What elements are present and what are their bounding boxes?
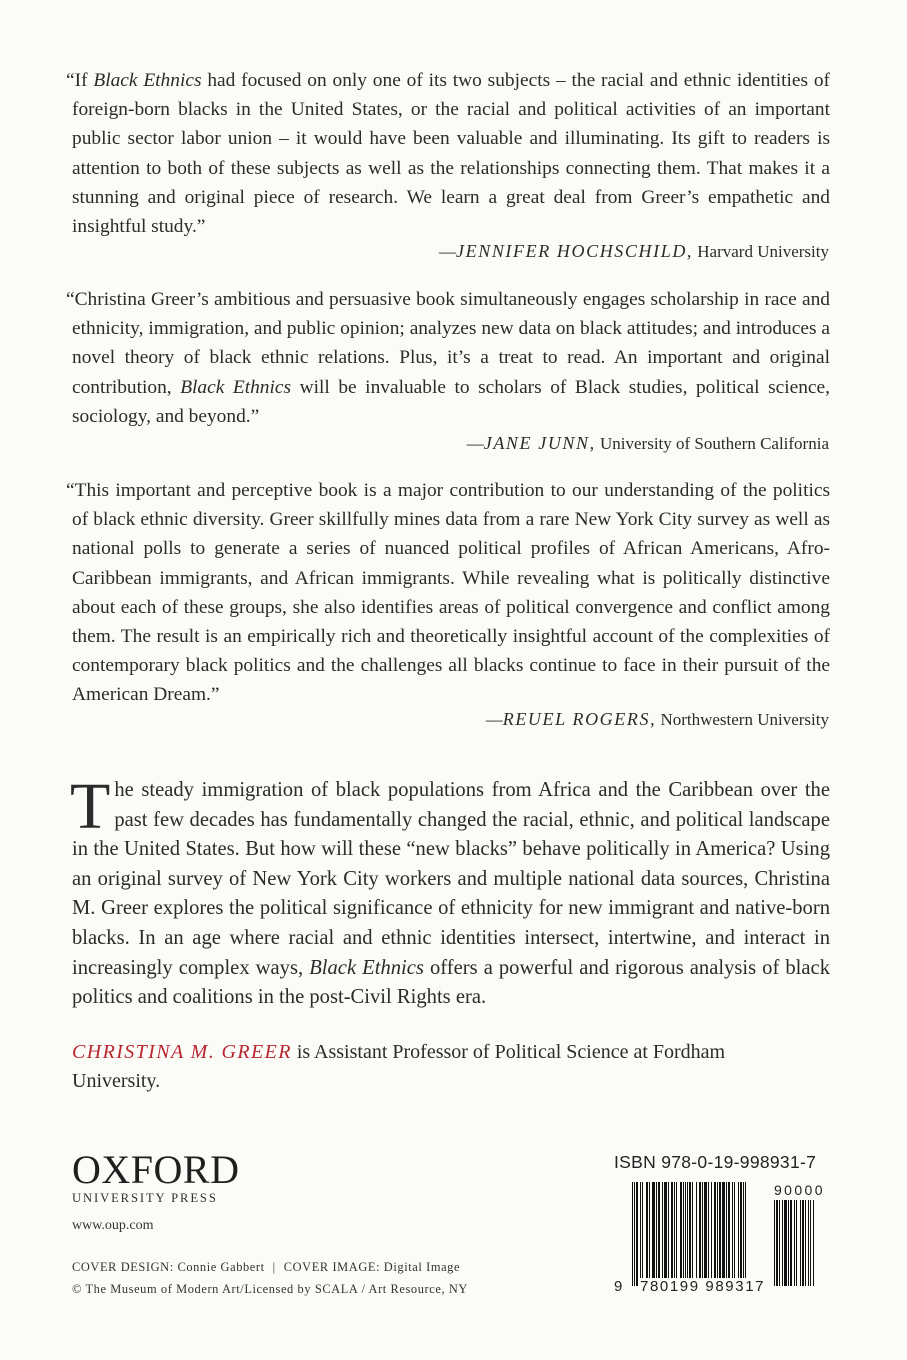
credits-line-2: © The Museum of Modern Art/Licensed by SCALA / Art Resource, NY <box>72 1282 468 1296</box>
barcode-bar <box>813 1200 814 1286</box>
reviewer-affiliation: University of Southern California <box>595 434 829 453</box>
barcode-bar <box>692 1182 693 1286</box>
barcode-bar <box>652 1182 655 1286</box>
barcode-bar <box>649 1182 650 1286</box>
barcode-bar <box>782 1200 783 1286</box>
book-description <box>70 770 830 1013</box>
cover-credits <box>72 1256 468 1300</box>
barcode-bar <box>808 1200 809 1286</box>
dash: — <box>439 242 457 261</box>
publisher-subtitle: UNIVERSITY PRESS <box>72 1191 218 1205</box>
cover-design-value: Connie Gabbert <box>173 1260 265 1274</box>
barcode-bar <box>810 1200 811 1286</box>
barcode-bar <box>805 1200 806 1286</box>
barcode-bar <box>658 1182 660 1286</box>
barcode-bar <box>719 1182 721 1286</box>
barcode-bar <box>704 1182 707 1286</box>
description-text-post: offers a powerful and rigorous analysis of black politics and coalitions in the post-Civil Rights era. <box>72 956 830 1009</box>
blurb-1-text-pre: “If <box>66 70 94 91</box>
blurb-2-text-post: will be invaluable to scholars of Black studies, political science, sociology, and beyond.” <box>72 376 830 427</box>
barcode-bar <box>674 1182 675 1286</box>
reviewer-name: JENNIFER HOCHSCHILD, <box>456 241 694 261</box>
barcode-bar <box>646 1182 648 1286</box>
barcode-bar <box>642 1182 643 1286</box>
barcode-bar <box>708 1182 709 1286</box>
barcode-digits: 780199 989317 <box>640 1278 766 1295</box>
barcode-bar <box>676 1182 677 1286</box>
barcode-first-digit: 9 <box>614 1278 623 1295</box>
blurb-2-text-pre: “Christina Greer’s ambitious and persuasive book simultaneously engages scholarship in race and ethnicity, immigration, and public opinion; analyzes new data on black attitudes; and introduces a novel theory of black ethnic relations. Plus, it’s a treat to read. An important and original contribution, <box>66 289 830 398</box>
barcode-bar <box>794 1200 795 1286</box>
barcode-bar <box>680 1182 682 1286</box>
barcode-bar <box>640 1182 641 1286</box>
reviewer-affiliation: Harvard University <box>693 242 829 261</box>
barcode-bar <box>699 1182 701 1286</box>
cover-image-label: COVER IMAGE: <box>283 1260 381 1274</box>
publisher-name: OXFORD <box>72 1147 240 1192</box>
isbn-barcode <box>608 1182 834 1302</box>
barcode-bar <box>774 1200 775 1286</box>
author-bio-text: is Assistant Professor of Political Science at Fordham University. <box>72 1041 726 1092</box>
blurb-2-book-title: Black Ethnics <box>180 376 292 398</box>
cover-image-value: Digital Image <box>380 1260 461 1274</box>
blurb-quote-1 <box>66 66 830 241</box>
barcode-bar <box>734 1182 735 1286</box>
barcode-bar <box>634 1182 635 1286</box>
barcode-addon-digits: 90000 <box>774 1182 825 1198</box>
reviewer-name: JANE JUNN, <box>483 433 596 453</box>
barcode-bar <box>784 1200 787 1286</box>
barcode-bar <box>687 1182 688 1286</box>
barcode-bar <box>664 1182 667 1286</box>
blurb-1-text-post: had focused on only one of its two subjects – the racial and ethnic identities of foreign-born blacks in the United States, or the racial and political activities of an important public sector labor union – it would have been valuable and illuminating. Its gift to readers is attention to both of these subjects as well as the relationships connecting them. That makes it a stunning and original piece of research. We learn a great deal from Greer’s empathetic and insightful study.” <box>72 70 830 238</box>
barcode-bar <box>636 1182 638 1286</box>
barcode-bar <box>714 1182 716 1286</box>
addon-barcode-bars <box>774 1200 832 1286</box>
credits-separator: | <box>272 1260 276 1274</box>
barcode-bar <box>662 1182 663 1286</box>
barcode-bar <box>800 1200 801 1286</box>
publisher-logo <box>72 1147 240 1206</box>
barcode-bar <box>696 1182 697 1286</box>
blurb-3-attribution <box>486 708 829 731</box>
barcode-bar <box>671 1182 673 1286</box>
barcode-bar <box>726 1182 727 1286</box>
barcode-bar <box>722 1182 725 1286</box>
description-text-pre: he steady immigration of black populations from Africa and the Caribbean over the past few decades has fundamentally changed the racial, ethnic, and political landscape in the United States. But how will these “new blacks” behave politically in America? Using an original survey of New York City workers and multiple national data sources, Christina M. Greer explores the political significance of ethnicity for new immigrant and native-born blacks. In an age where racial and ethnic identities intersect, intertwine, and interact in increasingly complex ways, <box>72 779 830 979</box>
barcode-bar <box>728 1182 730 1286</box>
barcode-bar <box>802 1200 804 1286</box>
main-barcode-bars <box>632 1182 768 1286</box>
blurb-1-book-title: Black Ethnics <box>93 70 202 91</box>
blurb-quote-2 <box>66 285 830 431</box>
barcode-bar <box>740 1182 742 1286</box>
barcode-bar <box>743 1182 744 1286</box>
barcode-bar <box>732 1182 733 1286</box>
barcode-bar <box>779 1200 780 1286</box>
blurb-2-attribution <box>467 432 829 455</box>
publisher-website: www.oup.com <box>72 1218 154 1233</box>
description-book-title: Black Ethnics <box>309 956 424 979</box>
barcode-bar <box>656 1182 657 1286</box>
author-name: CHRISTINA M. GREER <box>72 1041 292 1063</box>
isbn-label: ISBN 978-0-19-998931-7 <box>614 1152 817 1172</box>
barcode-bar <box>788 1200 789 1286</box>
dash: — <box>485 710 503 729</box>
barcode-bar <box>689 1182 691 1286</box>
dash: — <box>466 434 484 453</box>
barcode-bar <box>776 1200 778 1286</box>
blurb-1-attribution <box>439 240 829 263</box>
drop-cap: T <box>70 770 111 843</box>
barcode-bar <box>738 1182 739 1286</box>
reviewer-name: REUEL ROGERS, <box>502 709 657 729</box>
barcode-bar <box>790 1200 792 1286</box>
barcode-bar <box>632 1182 633 1286</box>
barcode-bar <box>683 1182 684 1286</box>
barcode-bar <box>702 1182 703 1286</box>
blurb-quote-3 <box>66 476 830 710</box>
barcode-bar <box>668 1182 669 1286</box>
reviewer-affiliation: Northwestern University <box>656 710 829 729</box>
cover-design-label: COVER DESIGN: <box>72 1260 174 1274</box>
barcode-bar <box>711 1182 712 1286</box>
barcode-bar <box>717 1182 718 1286</box>
blurb-3-text-pre: “This important and perceptive book is a major contribution to our understanding of the politics of black ethnic diversity. Greer skillfully mines data from a rare New York City survey as well as national polls to generate a series of nuanced political profiles of African Americans, Afro-Caribbean immigrants, and African immigrants. While revealing what is politically distinctive about each of these groups, she also identifies areas of political convergence and conflict among them. The result is an empirically rich and theoretically insightful account of the complexities of contemporary black politics and the challenges all blacks continue to face in their pursuit of the American Dream.” <box>66 480 830 706</box>
author-bio <box>72 1038 772 1096</box>
barcode-bar <box>745 1182 746 1286</box>
barcode-bar <box>796 1200 797 1286</box>
credits-line-1 <box>72 1256 468 1278</box>
barcode-bar <box>685 1182 686 1286</box>
